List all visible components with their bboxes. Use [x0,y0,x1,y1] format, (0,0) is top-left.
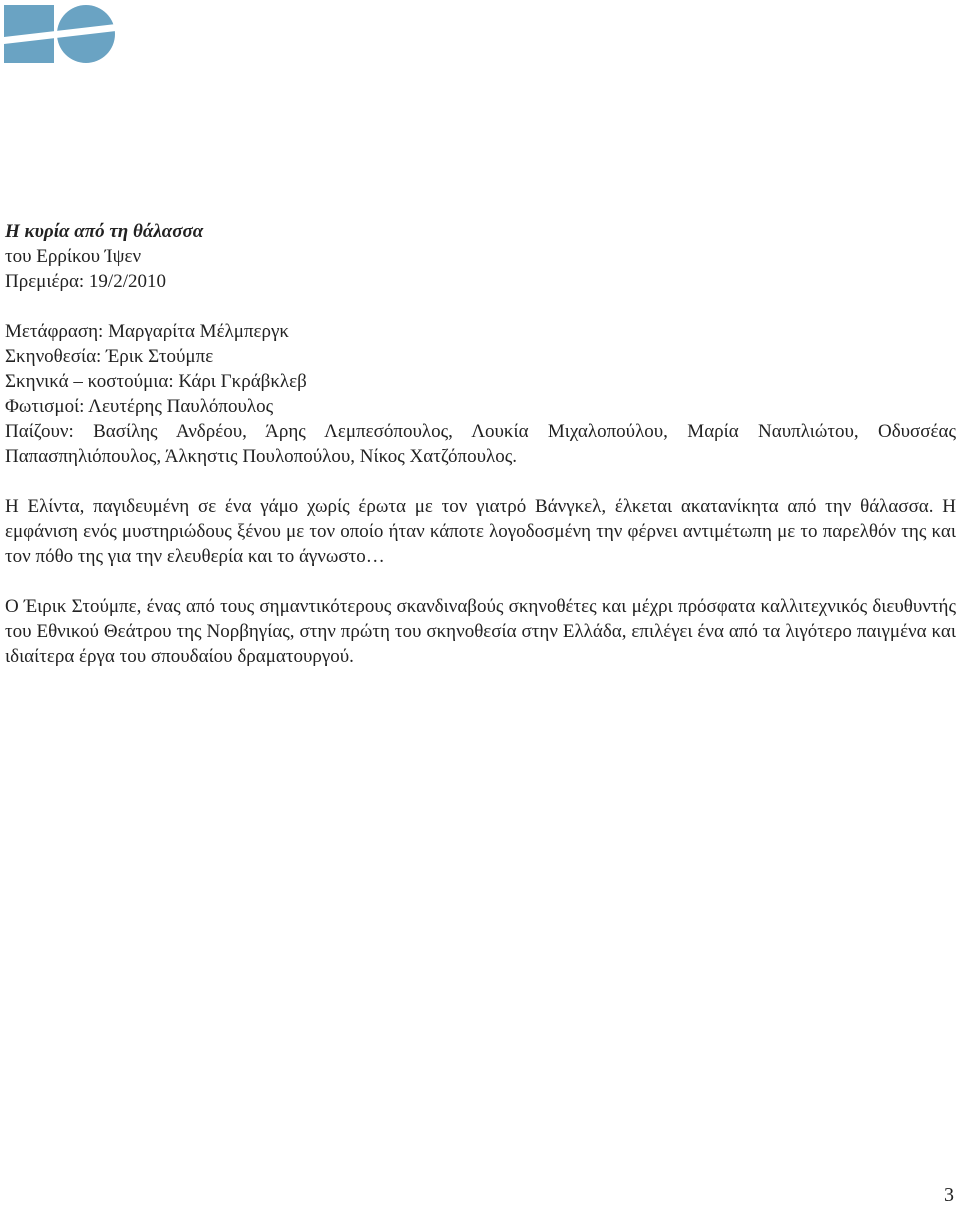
document-body [5,219,956,669]
play-author: του Ερρίκου Ίψεν [5,246,142,267]
page-number: 3 [944,1184,954,1206]
spacer [5,569,956,594]
credit-lighting: Φωτισμοί: Λευτέρης Παυλόπουλος [5,396,274,417]
credit-translation: Μετάφραση: Μαργαρίτα Μέλμπεργκ [5,321,289,342]
cast-list: Παίζουν: Βασίλης Ανδρέου, Άρης Λεμπεσόπουλος, Λουκία Μιχαλοπούλου, Μαρία Ναυπλιώτου, Οδυσσέας Παπασπηλιόπουλος, Άλκηστις Πουλοπούλου, Νίκος Χατζόπουλος. [5,421,956,467]
spacer [5,469,956,494]
logo [4,4,116,64]
play-title: Η κυρία από τη θάλασσα [5,221,204,242]
director-paragraph: Ο Έιρικ Στούμπε, ένας από τους σημαντικότερους σκανδιναβούς σκηνοθέτες και μέχρι πρόσφατα καλλιτεχνικός διευθυντής του Εθνικού Θεάτρου της Νορβηγίας, στην πρώτη του σκηνοθεσία στην Ελλάδα, επιλέγει ένα από τα λιγότερο παιγμένα και ιδιαίτερα έργα του σπουδαίου δραματουργού. [5,596,956,667]
spacer [5,294,956,319]
premiere-date: Πρεμιέρα: 19/2/2010 [5,271,166,292]
credit-direction: Σκηνοθεσία: Έρικ Στούμπε [5,346,214,367]
credit-sets-costumes: Σκηνικά – κοστούμια: Κάρι Γκράβκλεβ [5,371,307,392]
synopsis-paragraph: Η Ελίντα, παγιδευμένη σε ένα γάμο χωρίς έρωτα με τον γιατρό Βάνγκελ, έλκεται ακατανίκητα από την θάλασσα. Η εμφάνιση ενός μυστηριώδους ξένου με τον οποίο ήταν κάποτε λογοδοσμένη την φέρνει αντιμέτωπη με το παρελθόν της και τον πόθο της για την ελευθερία και το άγνωστο… [5,496,956,567]
